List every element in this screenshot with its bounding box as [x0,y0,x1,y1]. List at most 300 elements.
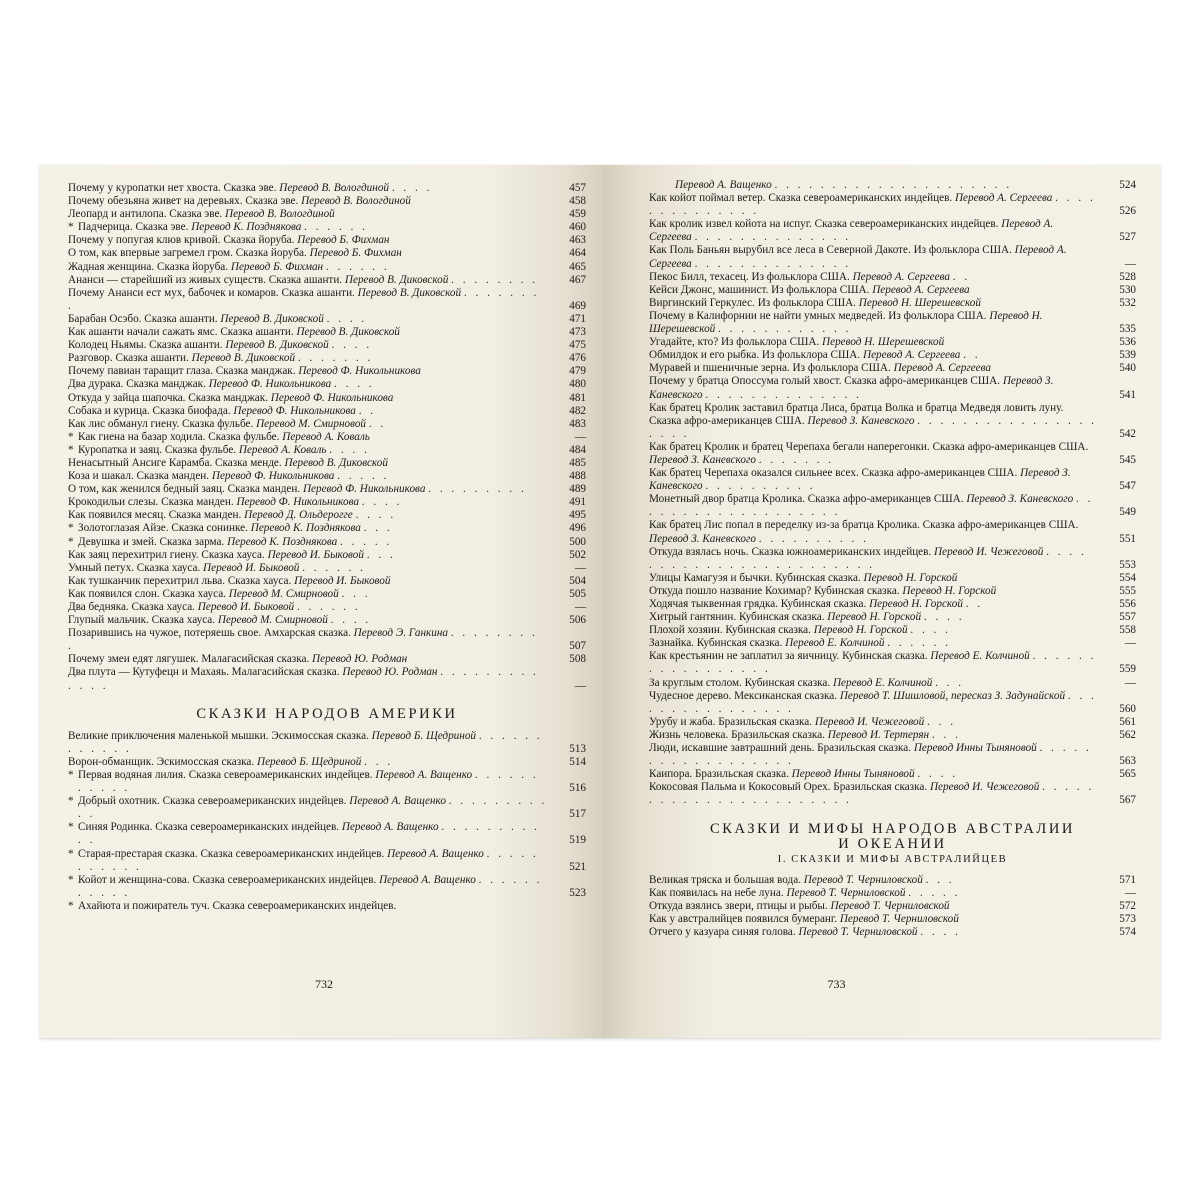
toc-entry-translator: Перевод В. Вологдиной [279,182,390,194]
toc-entry [68,326,586,339]
toc-entry-text [68,756,393,768]
toc-entry [68,392,586,405]
toc-entry-text [649,441,1088,466]
toc-page-number: 554 [1119,571,1136,584]
toc-entry-translator: Перевод В. Диковской [296,326,400,339]
toc-entry-title: Глупый мальчик. Сказка хауса. [68,614,216,627]
toc-entry-text [649,402,1097,440]
toc-entry-text [68,339,372,351]
toc-page-number: — [574,601,586,613]
toc-leader-dots: . . . . [923,611,965,624]
toc-entry-text [68,418,386,430]
toc-entry-title: Муравей и пшеничные зерна. Из фольклора США. [649,362,891,375]
toc-entry [68,588,586,601]
toc-entry-translator: Перевод А. Ващенко [375,768,473,781]
toc-entry-text [649,887,960,899]
toc-page-number: 562 [1119,728,1136,741]
toc-entry [68,496,586,509]
toc-entry [68,627,586,653]
toc-entry-translator: Перевод З. Каневского [807,414,915,427]
toc-entry-translator: Перевод Н. Горской [827,611,922,624]
toc-page-number: 555 [1119,584,1136,597]
toc-page-number: 482 [569,404,586,417]
toc-entry-translator: Перевод А. Ващенко [387,847,484,860]
toc-page-number: 502 [569,548,586,561]
toc-entry-translator: Перевод Д. Ольдерогге [244,509,353,522]
toc-entry-translator: Перевод Т. Шишловой, пересказ З. Задунайской [839,689,1066,702]
toc-entry-translator: Перевод В. Диковской [225,339,329,352]
toc-entry-text [649,192,1096,217]
toc-leader-dots: . . . . . . [304,221,368,234]
toc-page-number: 479 [569,365,586,378]
toc-entry [649,519,1136,545]
toc-entry-text [68,470,389,482]
toc-page-number: 514 [569,755,586,768]
toc-entry-text [649,716,956,728]
toc-entry-title: Как появился слон. Сказка хауса. [68,587,226,600]
toc-entry-translator: Перевод З. Каневского [649,467,1071,493]
toc-entry [649,349,1136,362]
toc-entry-text [68,483,527,495]
toc-entry-title: О том, как женился бедный заяц. Сказка манден. [68,483,301,496]
toc-entry-text [649,218,1053,243]
toc-entry [649,284,1136,297]
toc-entry-text [649,637,951,649]
toc-entry-text [68,614,371,626]
toc-entry-text [78,431,370,443]
toc-entry [649,310,1136,336]
toc-entry-title: За круглым столом. Кубинская сказка. [649,676,831,689]
toc-entry-text [78,444,370,456]
toc-page-number: 547 [1119,480,1136,493]
toc-entry-translator: Перевод Б. Фихман [309,247,402,260]
toc-entry-text [68,287,539,312]
toc-entry-translator: Перевод А. Сергеева [954,192,1053,205]
toc-page-number: — [1124,637,1136,650]
toc-leader-dots: . . . . [331,339,373,352]
toc-entry [649,729,1136,742]
toc-entry-text [649,349,981,361]
toc-page-number: 540 [1119,362,1136,375]
toc-entry-title: Два дурака. Сказка манджак. [68,378,206,391]
toc-entry-text [649,624,951,636]
toc-page-number: 471 [569,312,586,325]
toc-leader-dots: . . . . . . . . . . . . [68,729,543,755]
toc-entry-translator: Перевод Е. Колчиной [832,676,933,689]
toc-entry-text [68,562,366,574]
toc-page-number: 475 [569,339,586,352]
toc-entry-text [68,392,393,404]
toc-entry-text [649,519,1078,544]
toc-leader-dots: . . . . . . . . . . . [78,768,539,795]
toc-leader-dots: . . . . . [908,886,961,899]
toc-entry-translator: Перевод В. Диковской [220,312,324,325]
toc-entry-title: Как братец Кролик заставил братца Лиса, братца Волка и братца Медведя ловить луну. Сказка афро-американцев США. [649,401,1064,427]
toc-entry [649,362,1136,375]
toc-entry-text [649,284,970,296]
toc-entry [649,913,1136,926]
toc-page-number: 551 [1119,532,1136,545]
toc-page-number: 558 [1119,624,1136,637]
toc-entry-title: Как братец Черепаха оказался сильнее всех. Сказка афро-американцев США. [649,467,1018,480]
toc-entry [68,378,586,391]
toc-page-number: 469 [569,299,586,312]
toc-entry-title: Великая тряска и большая вода. [649,873,801,886]
toc-page-number: 517 [569,808,586,821]
toc-entry-text [68,549,396,561]
toc-leader-dots: . . . . . . . . . . . . . . . . . . . . . . . . [649,545,1087,571]
toc-leader-dots: . . . [927,715,957,728]
left-page [40,165,603,1038]
toc-entry-translator: Перевод А. Сергеева [852,270,950,283]
toc-entry-title: Как лис обманул гиену. Сказка фульбе. [68,417,254,430]
toc-entry-text [649,271,970,283]
toc-entry-translator: Перевод Э. Ганкина [353,627,449,640]
toc-page-number: 549 [1119,506,1136,519]
toc-entry-translator: Перевод Ю. Родман [342,666,438,679]
toc-entry-text [68,234,389,246]
toc-entry-text [649,913,959,925]
toc-entry [68,483,586,496]
toc-entry-text [649,926,961,938]
toc-entry-text [649,493,1093,518]
toc-leader-dots: . . . . . . . . . . . . . . [705,388,862,401]
toc-entry-title: Чудесное дерево. Мексиканская сказка. [649,689,838,702]
toc-entry [68,653,586,666]
toc-entry-text [649,467,1071,492]
toc-leader-dots: . . . . [326,312,368,325]
toc-entry [649,716,1136,729]
toc-entry-title: Отчего у казуара синяя голова. [649,925,796,938]
right-page [603,165,1160,1038]
toc-entry-text [78,874,542,899]
toc-list-america [68,730,586,913]
toc-entry-title: Койот и женщина-сова. Сказка североамериканских индейцев. [78,873,377,886]
toc-entry [649,874,1136,887]
toc-leader-dots: . . . . . . . . . . . . . . . . . . . . . [774,179,1013,191]
toc-page-number: 460 [569,221,586,234]
toc-entry-title: Почему змеи едят лягушек. Малагасийская сказка. [68,653,310,666]
toc-entry-translator: Перевод В. Диковской [284,456,388,469]
toc-leader-dots: . . [368,417,387,430]
toc-entry [649,926,1136,939]
toc-entry-text [649,362,991,374]
toc-leader-dots: . . . . . . . . . . . . . . . . . [649,650,1097,676]
toc-entry [649,375,1136,401]
toc-entry-text [78,848,539,873]
toc-page-number: 480 [569,378,586,391]
toc-entry-text [649,781,1094,806]
toc-entry-text [68,405,376,417]
toc-entry-translator: Перевод А. Ващенко [379,873,476,886]
toc-page-number: 532 [1119,296,1136,309]
toc-entry-text [649,677,964,689]
toc-page-number: 505 [569,587,586,600]
toc-entry [649,742,1136,768]
toc-entry-translator: Перевод Б. Щедриной [257,755,362,768]
toc-entry-title: Леопард и антилопа. Сказка эве. [68,208,223,221]
toc-entry-title: Почему Ананси ест мух, бабочек и комаров. Сказка ашанти. [68,286,355,299]
toc-entry [649,297,1136,310]
toc-leader-dots: . . . . [361,496,403,509]
toc-entry-translator: Перевод В. Диковской [344,273,449,286]
toc-entry-translator: Перевод А. Сергеева [649,218,1054,244]
toc-leader-dots: . . . [925,873,955,886]
toc-entry-text [649,650,1096,675]
toc-entry-text [68,575,390,587]
toc-entry-translator: Перевод З. Каневского [649,375,1054,401]
toc-entry-title: Великие приключения маленькой мышки. Эскимосская сказка. [68,729,369,742]
toc-entry-title: Как крестьянин не заплатил за яичницу. Кубинская сказка. [649,650,928,663]
toc-entry-translator: Перевод Н. Горской [902,584,997,597]
toc-entry-translator: Перевод В. Вологдиной [225,208,335,221]
toc-entry-title: Как братец Кролик и братец Черепаха бегали наперегонки. Сказка афро-американцев США. [649,440,1089,453]
toc-entry-title: Как появилась на небе луна. [649,886,784,899]
toc-leader-dots: . . . . . . . . . [68,627,538,653]
toc-leader-dots: . . . . . . . . . . . . . [68,666,539,692]
toc-entry-translator: Перевод А. Коваль [282,430,370,443]
toc-leader-dots: . . . . . [337,470,390,483]
toc-entry-translator: Перевод И. Быковой [267,548,364,561]
toc-entry [68,562,586,575]
toc-entry-title: Откуда взялись звери, птицы и рыбы. [649,899,828,912]
toc-entry-text [68,627,538,652]
toc-leader-dots: . . . . . . . . . . . . . . [694,231,852,244]
toc-page-number: 516 [569,782,586,795]
toc-entry-text [649,310,1042,335]
toc-leader-dots: . . . . . . [887,637,951,650]
toc-entry-text [78,795,547,820]
toc-entry-title: Синяя Родинка. Сказка североамериканских индейцев. [78,821,340,834]
toc-entry-title: Почему в Калифорнии не найти умных медведей. Из фольклора США. [649,309,987,322]
toc-entry [68,470,586,483]
toc-entry-title: Почему у братца Опоссума голый хвост. Сказка афро-американцев США. [649,375,1001,388]
toc-page-number: 574 [1119,925,1136,938]
toc-page-number: — [1124,886,1136,899]
toc-entry [649,677,1136,690]
toc-leader-dots: . . . [341,587,371,600]
toc-page-number: 524 [1119,179,1136,191]
toc-entry-title: Откуда у зайца шапочка. Сказка манджак. [68,391,268,404]
toc-page-number: — [574,561,586,574]
toc-entry-translator: Перевод Ф. Никольникова [298,365,421,378]
toc-leader-dots: . . . . . . . . . . . . . . . . [649,689,1097,715]
toc-entry-title: Урубу и жаба. Бразильская сказка. [649,715,813,728]
toc-entry-text [68,247,402,259]
toc-page-number: 559 [1119,663,1136,676]
toc-entry-title: Монетный двор братца Кролика. Сказка афро-американцев США. [649,493,964,506]
toc-entry-text [649,336,944,348]
toc-entry-title: Два бедняка. Сказка хауса. [68,601,195,613]
toc-page-number: 563 [1119,755,1136,768]
toc-entry [68,614,586,627]
toc-entry [68,457,586,470]
new-translation-asterisk: * [68,873,74,886]
toc-entry-text [649,546,1087,571]
toc-entry-text [649,874,955,886]
toc-entry-text [649,611,965,623]
toc-entry-text [649,585,996,597]
toc-entry-title: Как братец Лис попал в переделку из-за братца Кролика. Сказка афро-американцев США. [649,519,1079,532]
toc-entry-text [78,536,392,548]
toc-entry-text [68,352,373,364]
toc-entry-title: Крокодильи слезы. Сказка манден. [68,496,234,509]
toc-entry-translator: Перевод В. Диковской [357,286,462,299]
page-number-right: 733 [827,977,846,991]
toc-leader-dots: . . [952,270,971,283]
toc-entry-text [649,768,958,780]
toc-leader-dots: . . . . . . . . . . . [78,795,548,821]
new-translation-asterisk: * [68,443,74,456]
toc-page-number: 484 [569,443,586,456]
toc-page-number: 481 [569,391,586,404]
section-heading-america: СКАЗКИ НАРОДОВ АМЕРИКИ [196,705,458,722]
toc-entry-translator: Перевод В. Вологдиной [301,195,411,208]
toc-entry [649,244,1136,270]
toc-entry-title: Падчерица. Сказка эве. [78,221,189,234]
toc-entry-translator: Перевод А. Ващенко [341,821,439,834]
toc-entry-title: Собака и курица. Сказка биофада. [68,404,231,417]
toc-entry-text [68,274,538,286]
toc-page-number: 573 [1119,912,1136,925]
toc-entry-text [68,313,367,325]
toc-entry [649,402,1136,441]
toc-page-number: — [574,430,586,443]
toc-entry [649,598,1136,611]
toc-entry-text [649,900,950,912]
toc-entry-translator: Перевод Н. Шерешевской [858,296,981,309]
toc-leader-dots: . . . . [329,443,370,456]
new-translation-asterisk: * [68,847,74,860]
toc-leader-dots: . . . . [330,614,372,627]
toc-entry-translator: Перевод Инны Тыняновой [913,742,1037,755]
page-number-left: 732 [315,977,333,991]
toc-page-number: 465 [569,260,586,273]
toc-page-number: 527 [1119,231,1136,244]
toc-leader-dots: . . . . . . . . . . [758,532,869,545]
toc-entry-translator: Перевод Т. Черниловской [798,925,918,938]
toc-entry [649,546,1136,572]
toc-entry [68,666,586,692]
toc-entry [649,192,1136,218]
toc-leader-dots: . . . . . . . . . . . [78,873,543,899]
toc-entry-title: Как койот поймал ветер. Сказка североамериканских индейцев. [649,192,953,205]
toc-page-number: 488 [569,470,586,483]
toc-page-number: 504 [569,574,586,587]
toc-entry-title: Как Поль Баньян вырубил все леса в Северной Дакоте. Из фольклора США. [649,244,1012,257]
toc-leader-dots: . . . . . . . . . . . . . . [649,192,1096,218]
toc-page-number: 567 [1119,794,1136,807]
toc-entry-translator: Перевод Т. Черниловской [839,912,959,925]
toc-entry-text [649,244,1067,269]
toc-page-number: 513 [569,742,586,755]
toc-entry-text [649,729,961,741]
toc-entry-text [78,821,540,846]
toc-leader-dots: . . [965,598,984,610]
toc-leader-dots: . . . . [391,182,433,194]
toc-entry-title: Колодец Ньямы. Сказка ашанти. [68,339,223,352]
toc-entry [68,365,586,378]
toc-entry [68,601,586,614]
toc-entry-translator: Перевод Б. Щедриной [371,729,477,742]
toc-entry-title: Барабан Осэбо. Сказка ашанти. [68,312,218,325]
toc-entry-title: Кейси Джонс, машинист. Из фольклора США. [649,283,870,296]
toc-entry-text [78,221,368,233]
toc-page-number: 519 [569,834,586,847]
toc-leader-dots: . . . . [355,509,397,522]
toc-page-number: 467 [569,273,586,286]
toc-entry [649,218,1136,244]
toc-page-number: 523 [569,886,586,899]
toc-page-number: 485 [569,456,586,469]
toc-entry [68,444,586,457]
toc-page-number: 560 [1119,702,1136,715]
toc-leader-dots: . . . . . . . . . . . . . . . . . . [649,742,1092,768]
toc-entry-title: Ненасытный Ансиге Карамба. Сказка менде. [68,456,282,469]
toc-leader-dots: . . . [931,728,961,741]
toc-page-number: 541 [1119,388,1136,401]
toc-page-number: 508 [569,653,586,666]
toc-entry-title: Как кролик извел койота на испуг. Сказка североамериканских индейцев. [649,218,999,231]
toc-entry-translator: Перевод Ф. Никольникова [236,496,359,509]
toc-entry [68,405,586,418]
toc-entry-translator: Перевод З. Каневского [649,532,756,545]
toc-entry-title: Пекос Билл, техасец. Из фольклора США. [649,270,850,283]
toc-entry [649,572,1136,585]
toc-entry-translator: Перевод Ф. Никольникова [233,404,356,417]
toc-entry-title: Люди, искавшие завтрашний день. Бразильская сказка. [649,742,912,755]
toc-entry-text [68,182,432,194]
toc-entry [649,781,1136,807]
toc-entry-title: Коза и шакал. Сказка манден. [68,470,210,483]
toc-entry-text [78,522,393,534]
toc-page-number: 496 [569,522,586,535]
toc-entry-title: Золотоглазая Айзе. Сказка сонинке. [78,522,248,535]
toc-entry-title: Почему у куропатки нет хвоста. Сказка эве. [68,182,277,194]
toc-list-australia [649,874,1136,939]
toc-entry-title: Обмилдок и его рыбка. Из фольклора США. [649,349,861,362]
toc-entry [649,900,1136,913]
toc-entry-title: Как гиена на базар ходила. Сказка фульбе. [78,430,280,443]
toc-entry [649,179,1136,192]
toc-entry [649,493,1136,519]
toc-entry-text [68,365,421,377]
toc-list-america-cont [649,179,1136,808]
toc-entry-title: Как тушканчик перехитрил льва. Сказка хауса. [68,574,292,587]
new-translation-asterisk: * [68,522,74,535]
toc-leader-dots: . . . . . . . . . . . . . . . . . . . . [649,414,1097,440]
toc-page-number: 572 [1119,899,1136,912]
toc-page-number: 561 [1119,715,1136,728]
toc-entry [68,509,586,522]
toc-page-number: 495 [569,509,586,522]
toc-page-number: 557 [1119,611,1136,624]
toc-entry-translator: Перевод М. Смирновой [217,614,328,627]
toc-entry-translator: Перевод Н. Горской [813,624,908,637]
new-translation-asterisk: * [68,899,74,912]
toc-entry [649,467,1136,493]
toc-entry-translator: Перевод И. Тертерян [827,728,930,741]
new-translation-asterisk: * [68,768,74,781]
toc-entry-title: Старая-престарая сказка. Сказка североамериканских индейцев. [78,847,385,860]
toc-entry [68,431,586,444]
new-translation-asterisk: * [68,795,74,808]
toc-leader-dots: . . . . . . . . [68,286,540,312]
toc-leader-dots: . . . . . . [325,260,390,273]
toc-page-number: 521 [569,860,586,873]
toc-entry-translator: Перевод К. Позднякова [227,535,338,548]
toc-entry-translator: Перевод А. Ващенко [349,795,446,808]
